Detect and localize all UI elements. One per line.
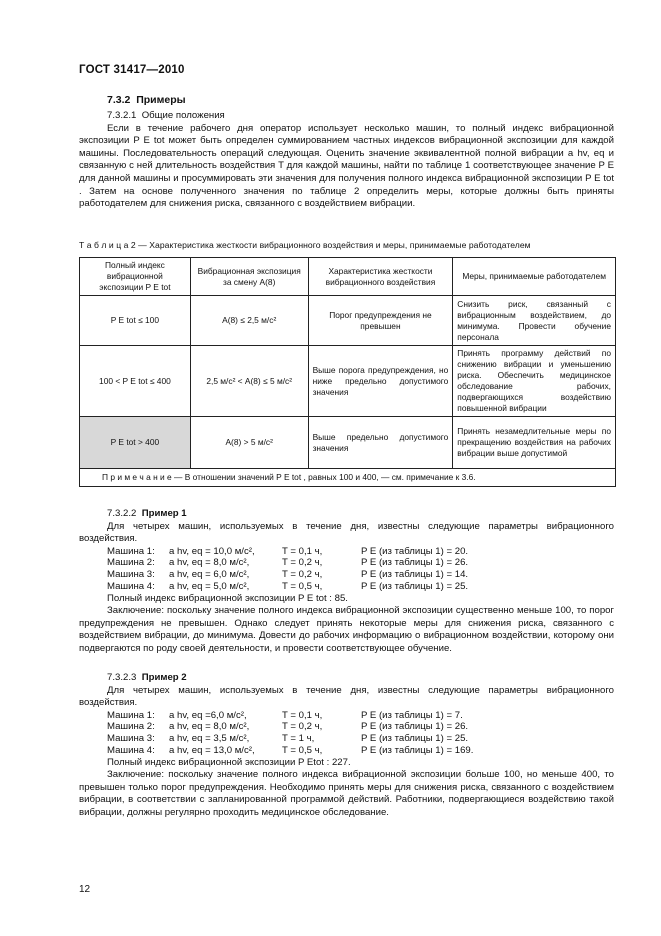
machine-row: Машина 4: a hv, eq = 5,0 м/с², T = 0,5 ч, P E (из таблицы 1) = 25. xyxy=(107,580,469,592)
table-note-row xyxy=(80,469,616,487)
table-cell: Выше предельно допустимого значения xyxy=(308,417,453,469)
example-1-number: 7.3.2.2 xyxy=(107,508,137,519)
machine-row: Машина 2: a hv, eq = 8,0 м/с², T = 0,2 ч, P E (из таблицы 1) = 26. xyxy=(107,721,469,733)
table-cell: A(8) ≤ 2,5 м/с² xyxy=(190,296,308,346)
subsection-title: Общие положения xyxy=(141,110,225,121)
example-1-intro: Для четырех машин, используемых в течение дня, известны следующие параметры вибрационного воздействия. xyxy=(79,520,614,545)
example-2-intro: Для четырех машин, используемых в течение дня, известны следующие параметры вибрационного воздействия. xyxy=(79,684,614,709)
table-header-row xyxy=(80,258,616,296)
table-row xyxy=(80,346,616,417)
header-cell: Полный индекс вибрационной экспозиции P E tot xyxy=(80,258,191,296)
subsection-number: 7.3.2.1 xyxy=(107,110,137,121)
table-row xyxy=(80,296,616,346)
table-caption: Т а б л и ц а 2 — Характеристика жесткости вибрационного воздействия и меры, принимаемые работодателем xyxy=(79,240,531,250)
section-number: 7.3.2 xyxy=(107,94,131,106)
header-cell: Вибрационная экспозиция за смену A(8) xyxy=(190,258,308,296)
example-1-total: Полный индекс вибрационной экспозиции P E tot : 85. xyxy=(107,592,348,604)
example-1-conclusion: Заключение: поскольку значение полного индекса вибрационной экспозиции существенно меньше 100, то порог предупреждения не превышен. Однако следует принять некоторые меры для снижения риска, связанного с воздействием вибрации, до минимума. Довести до рабочих информацию о вибрационном воздействии, которому они подвергаются по роду своей деятельности, и провести соответствующее обучение. xyxy=(79,605,614,654)
table-row xyxy=(80,417,616,469)
table-cell: Выше порога предупреждения, но ниже предельно допустимого значения xyxy=(308,346,453,417)
example-2 xyxy=(79,672,614,820)
general-paragraph: Если в течение рабочего дня оператор использует несколько машин, то полный индекс вибрационной экспозиции P E tot может быть определен суммированием частных индексов вибрационной экспозиции для каждой машины. Последовательность операций следующая. Оценить значение эквивалентной полной вибрации a hv, eq и связанную с ней длительность воздействия T для каждой машины, найти по таблице 1 соответствующее значение P E для данной машины и просуммировать эти значения для получения полного индекса вибрационной экспозиции P E tot . Затем на основе полученного значения по таблице 2 определить меры, которые должны быть приняты работодателем для снижения риска, связанного с воздействием вибрации. xyxy=(79,122,614,210)
example-1-heading xyxy=(79,508,614,521)
example-2-number: 7.3.2.3 xyxy=(107,672,137,683)
page-number: 12 xyxy=(79,884,91,895)
header-cell: Меры, принимаемые работодателем xyxy=(453,258,616,296)
table-cell-highlighted: P E tot > 400 xyxy=(80,417,191,469)
vibration-table xyxy=(79,257,616,487)
machine-row: Машина 3: a hv, eq = 6,0 м/с², T = 0,2 ч, P E (из таблицы 1) = 14. xyxy=(107,569,469,581)
table-cell: Снизить риск, связанный с вибрационным воздействием, до минимума. Провести обучение персонала xyxy=(453,296,616,346)
example-2-machines xyxy=(79,710,614,757)
table-note: П р и м е ч а н и е — В отношении значений P E tot , равных 100 и 400, — см. примечание к 3.6. xyxy=(80,469,616,487)
table-cell: Принять программу действий по снижению вибрации и уменьшению риска. Обеспечить медицинское обследование рабочих, подвергающихся воздействию повышенной вибрации xyxy=(453,346,616,417)
example-2-heading xyxy=(79,672,614,685)
table-cell: A(8) > 5 м/с² xyxy=(190,417,308,469)
machine-row: Машина 3: a hv, eq = 3,5 м/с², T = 1 ч, P E (из таблицы 1) = 25. xyxy=(107,733,469,745)
table-cell: P E tot ≤ 100 xyxy=(80,296,191,346)
section-title: Примеры xyxy=(136,94,186,106)
general-section xyxy=(79,110,614,211)
header-cell: Характеристика жесткости вибрационного воздействия xyxy=(308,258,453,296)
machine-row: Машина 4: a hv, eq = 13,0 м/с², T = 0,5 ч, P E (из таблицы 1) = 169. xyxy=(107,744,474,756)
example-2-conclusion: Заключение: поскольку значение полного индекса вибрационной экспозиции больше 100, но меньше 400, то превышен только порог предупреждения. Необходимо принять меры для снижения риска, связанного с воздействием вибрации, в соответствии с запланированной программой действий. Работники, подвергающиеся воздействию такой вибрации, должны регулярно проходить медицинское обследование. xyxy=(79,769,614,818)
machine-row: Машина 1: a hv, eq = 10,0 м/с², T = 0,1 ч, P E (из таблицы 1) = 20. xyxy=(107,545,469,557)
machine-row: Машина 2: a hv, eq = 8,0 м/с², T = 0,2 ч, P E (из таблицы 1) = 26. xyxy=(107,557,469,569)
table-cell: 2,5 м/с² < A(8) ≤ 5 м/с² xyxy=(190,346,308,417)
example-1-machines xyxy=(79,546,614,593)
document-header: ГОСТ 31417—2010 xyxy=(79,64,185,76)
example-2-title: Пример 2 xyxy=(141,672,187,683)
table-cell: 100 < P E tot ≤ 400 xyxy=(80,346,191,417)
example-1 xyxy=(79,508,614,656)
table-cell: Порог предупреждения не превышен xyxy=(308,296,453,346)
example-1-title: Пример 1 xyxy=(141,508,187,519)
machine-row: Машина 1: a hv, eq =6,0 м/с², T = 0,1 ч, P E (из таблицы 1) = 7. xyxy=(107,709,463,721)
subsection-heading xyxy=(79,110,614,123)
table-cell: Принять незамедлительные меры по прекращению воздействия на рабочих вибрации выше допустимой xyxy=(453,417,616,469)
section-heading xyxy=(107,94,186,106)
example-2-total: Полный индекс вибрационной экспозиции P Etot : 227. xyxy=(107,756,351,768)
